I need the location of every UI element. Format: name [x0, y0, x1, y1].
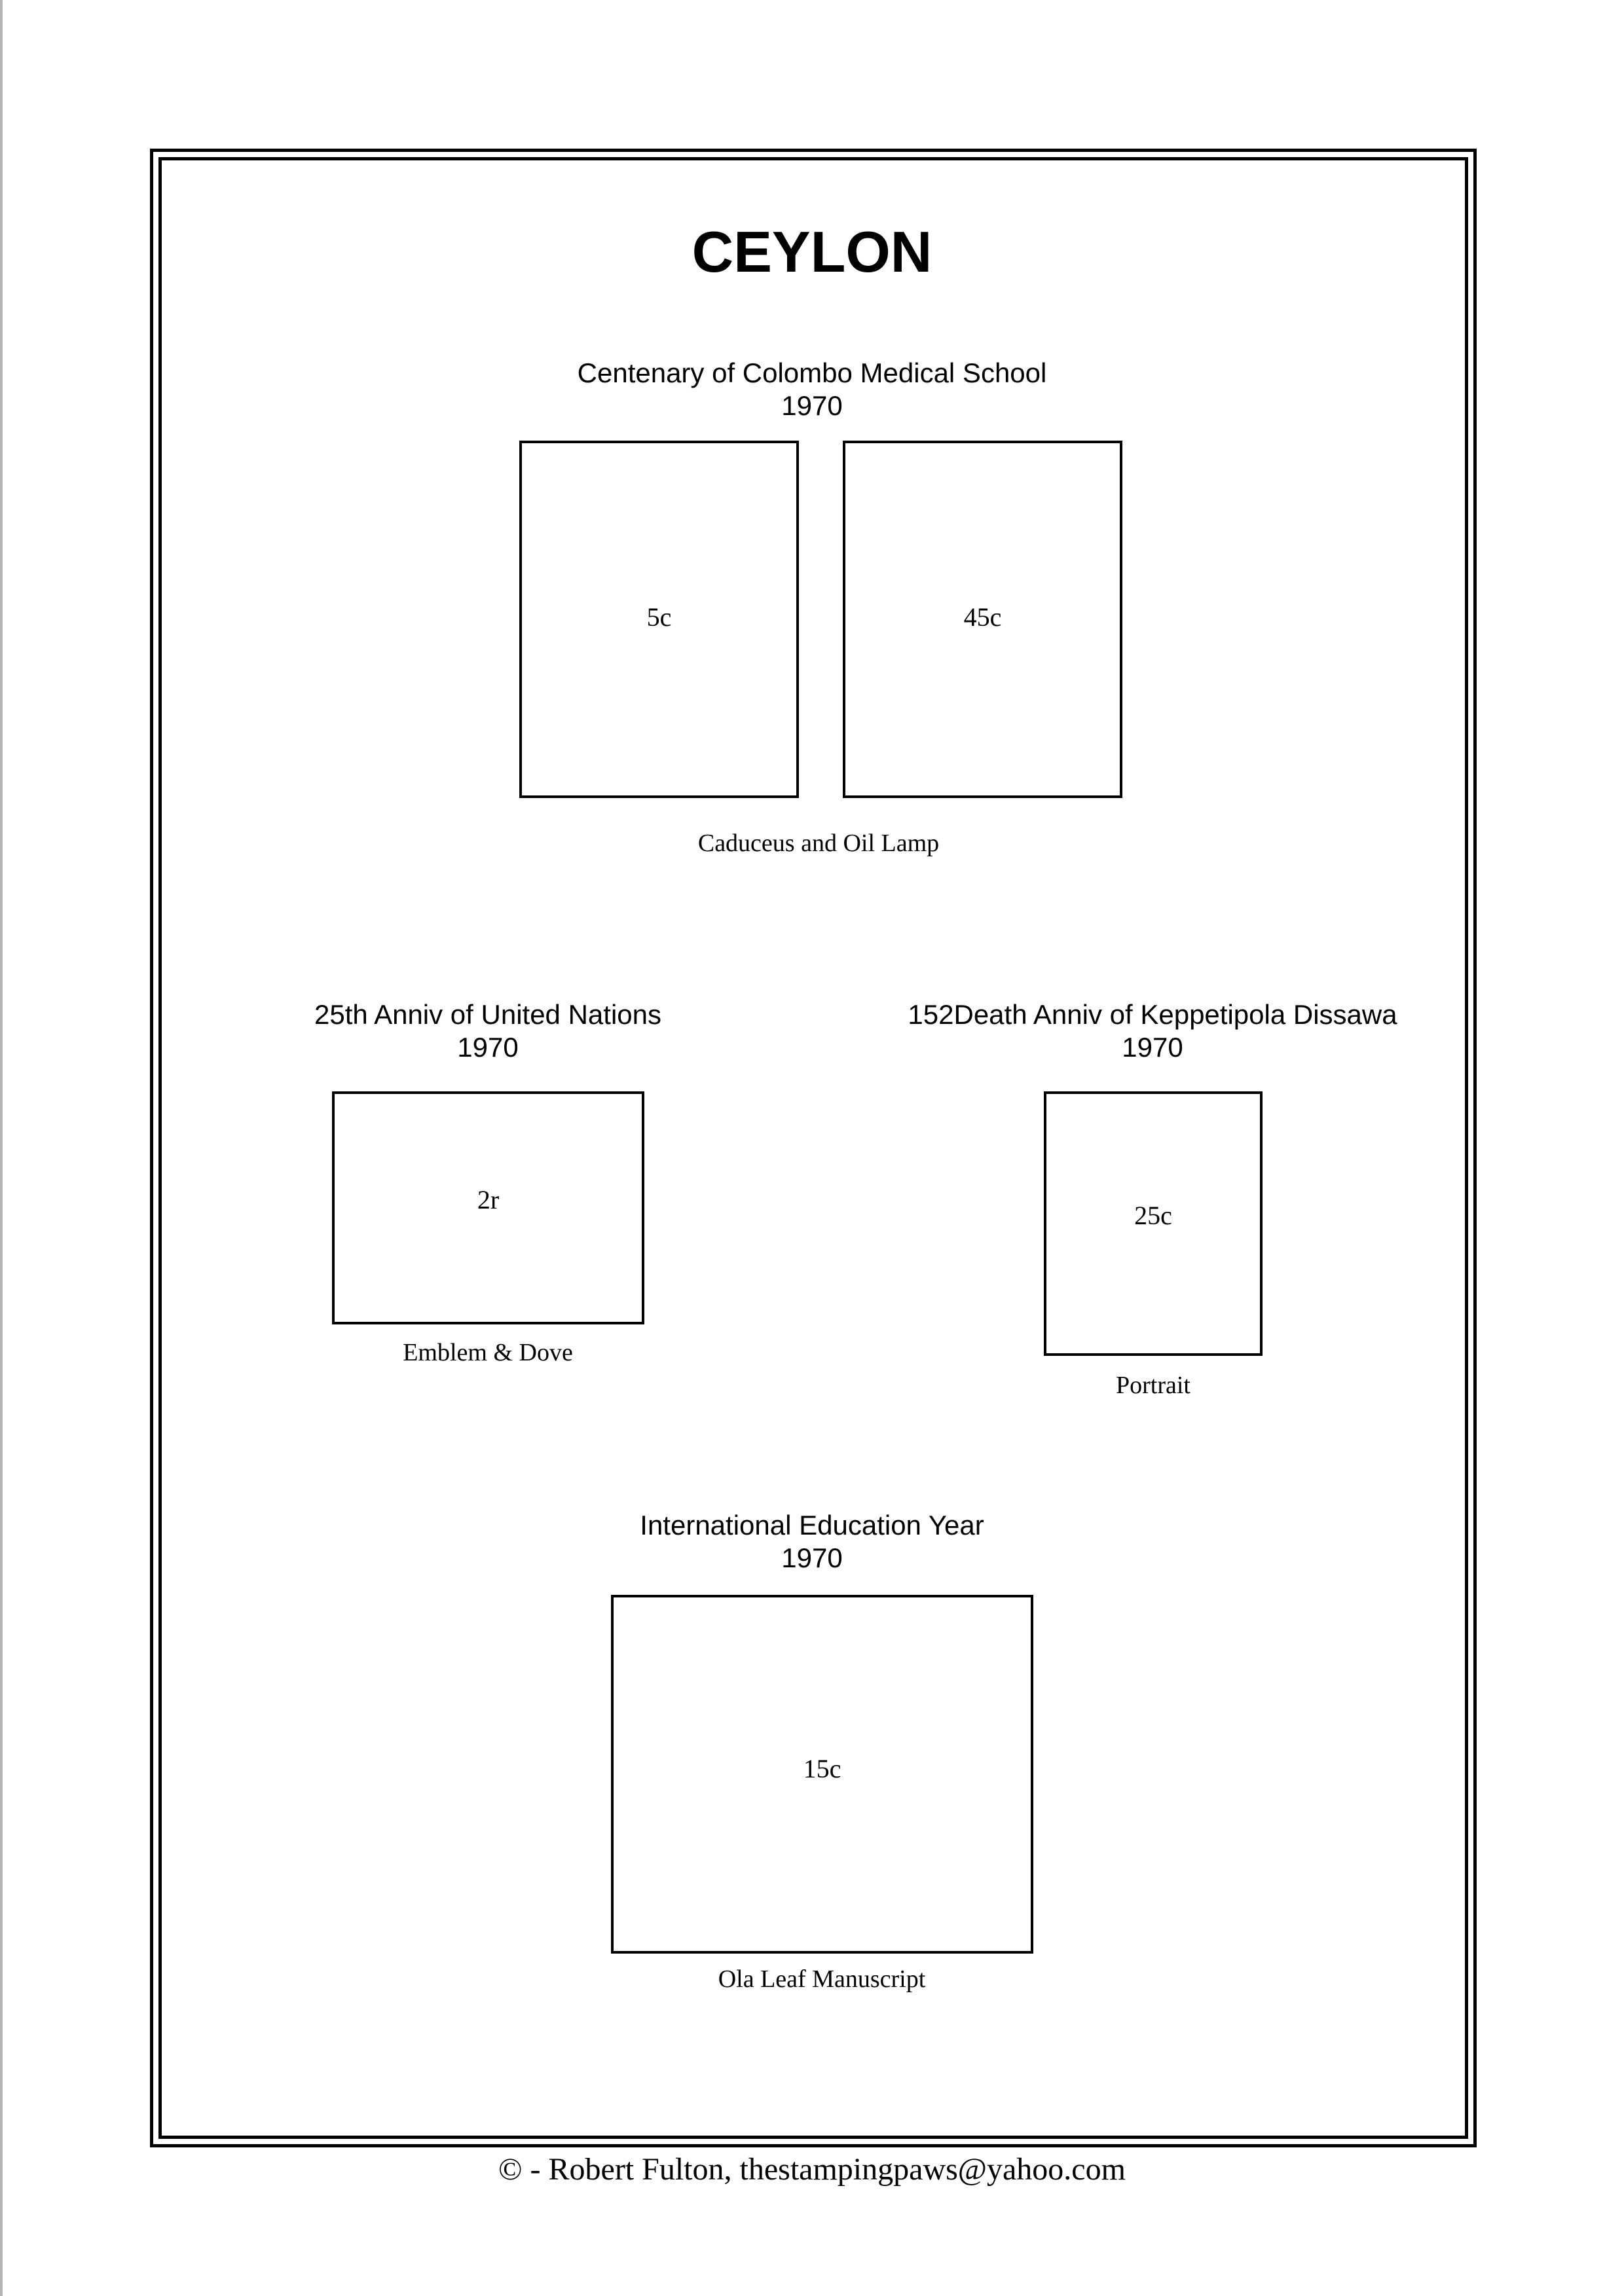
page-edge-line [0, 0, 3, 2296]
set-year: 1970 [781, 390, 843, 421]
country-title: CEYLON [692, 219, 932, 284]
set-title: Centenary of Colombo Medical School [577, 357, 1047, 388]
set-title: 25th Anniv of United Nations [314, 999, 661, 1030]
set-year: 1970 [781, 1542, 843, 1573]
stamp-denomination: 2r [477, 1185, 500, 1214]
set-year: 1970 [457, 1032, 519, 1063]
copyright-footer: © - Robert Fulton, thestampingpaws@yahoo.com [498, 2152, 1126, 2187]
set-title: 152Death Anniv of Keppetipola Dissawa [908, 999, 1397, 1030]
stamp-denomination: 45c [963, 602, 1002, 632]
stamp-denomination: 25c [1134, 1201, 1172, 1230]
set-heading-united-nations [226, 998, 750, 1064]
set-year: 1970 [1122, 1032, 1183, 1063]
set-heading-keppetipola [825, 998, 1480, 1064]
stamp-box-25c [1044, 1091, 1263, 1356]
set-heading-education-year [517, 1509, 1107, 1575]
stamp-box-15c [611, 1595, 1033, 1954]
stamp-caption: Ola Leaf Manuscript [718, 1965, 926, 1993]
set-title: International Education Year [640, 1510, 984, 1540]
set-heading-medical-school [419, 357, 1205, 422]
stamp-caption: Emblem & Dove [403, 1339, 573, 1366]
stamp-caption: Portrait [1116, 1372, 1190, 1399]
stamp-denomination: 5c [646, 602, 672, 632]
stamp-box-2r [332, 1091, 644, 1324]
stamp-caption: Caduceus and Oil Lamp [697, 829, 940, 857]
stamp-box-45c [843, 441, 1122, 798]
stamp-denomination: 15c [803, 1754, 841, 1783]
stamp-box-5c [519, 441, 799, 798]
